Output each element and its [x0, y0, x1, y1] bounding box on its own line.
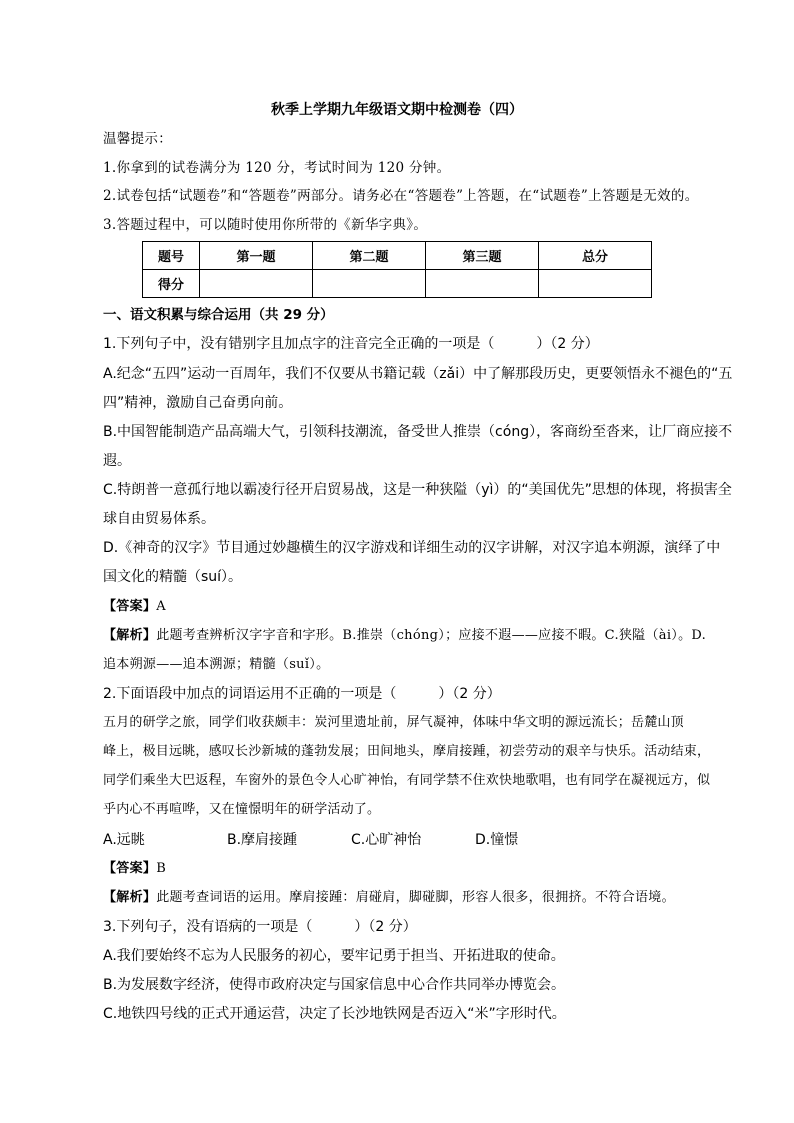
score-table-header-row — [143, 242, 652, 270]
tip-item-2: 2.试卷包括“试题卷”和“答题卷”两部分。请务必在“答题卷”上答题，在“试题卷”上答题是无效的。 — [103, 188, 699, 204]
tip-item-1: 1.你拿到的试卷满分为 120 分，考试时间为 120 分钟。 — [103, 160, 451, 176]
explanation-text: 此题考查词语的运用。摩肩接踵：肩碰肩，脚碰脚，形容人很多，很拥挤。不符合语境。 — [156, 890, 675, 905]
score-table-cell: 总分 — [539, 242, 652, 270]
score-table-cell: 第二题 — [313, 242, 426, 270]
answer-tag: 【答案】 — [103, 599, 157, 614]
explanation-tag: 【解析】 — [103, 628, 157, 643]
question-1-option-b-cont: 遐。 — [103, 453, 131, 469]
tips-heading: 温馨提示： — [103, 131, 172, 147]
score-input-cell[interactable] — [539, 270, 652, 298]
question-2-passage-line: 五月的研学之旅，同学们收获颇丰：炭河里遗址前，屏气凝神，体味中华文明的源远流长；岳麓山顶 — [103, 715, 684, 730]
page-title: 秋季上学期九年级语文期中检测卷（四） — [271, 102, 523, 118]
score-table-cell: 第三题 — [426, 242, 539, 270]
question-3-stem: 3.下列句子，没有语病的一项是（ ）（2 分） — [103, 919, 417, 935]
score-input-cell[interactable] — [426, 270, 539, 298]
question-2-option-a: A.远眺 — [103, 832, 145, 848]
question-1-option-d-cont: 国文化的精髓（suí）。 — [103, 569, 243, 585]
answer-value: B — [156, 861, 167, 876]
score-table-cell: 第一题 — [200, 242, 313, 270]
score-input-cell[interactable] — [200, 270, 313, 298]
question-2-answer — [103, 859, 723, 879]
question-1-explanation — [103, 626, 723, 646]
question-2-explanation — [103, 888, 723, 908]
question-2-stem: 2.下面语段中加点的词语运用不正确的一项是（ ）（2 分） — [103, 686, 501, 702]
question-2-passage-line: 同学们乘坐大巴返程，车窗外的景色令人心旷神怡，有同学禁不住欢快地歌唱，也有同学在凝视远方，似 — [103, 773, 711, 788]
score-table-cell: 题号 — [143, 242, 200, 270]
score-table-score-row — [143, 270, 652, 298]
question-3-option-c: C.地铁四号线的正式开通运营，决定了长沙地铁网是否迈入“米”字形时代。 — [103, 1006, 566, 1022]
answer-tag: 【答案】 — [103, 861, 157, 876]
question-2-passage-line: 峰上，极目远眺，感叹长沙新城的蓬勃发展；田间地头，摩肩接踵，初尝劳动的艰辛与快乐。活动结束， — [103, 744, 711, 759]
question-2-options — [103, 830, 723, 850]
tip-item-3: 3.答题过程中，可以随时使用你所带的《新华字典》。 — [103, 217, 428, 233]
score-input-cell[interactable] — [313, 270, 426, 298]
score-row-label: 得分 — [143, 270, 200, 298]
question-1-option-c-cont: 球自由贸易体系。 — [103, 511, 215, 527]
score-table — [142, 241, 652, 298]
question-1-stem: 1.下列句子中，没有错别字且加点字的注音完全正确的一项是（ ）（2 分） — [103, 336, 599, 352]
question-2-option-b: B.摩肩接踵 — [227, 832, 298, 848]
explanation-text: 此题考查辨析汉字字音和字形。B.推崇（chóng）；应接不遐——应接不暇。C.狭隘（ài）。D. — [156, 628, 707, 643]
question-1-option-a: A.纪念“五四”运动一百周年，我们不仅要从书籍记载（zǎi）中了解那段历史，更要领悟永不褪色的“五 — [103, 366, 733, 382]
question-1-option-d: D.《神奇的汉字》节目通过妙趣横生的汉字游戏和详细生动的汉字讲解，对汉字追本朔源，演绎了中 — [103, 540, 721, 556]
question-3-option-a: A.我们要始终不忘为人民服务的初心，要牢记勇于担当、开拓进取的使命。 — [103, 948, 565, 964]
question-1-option-b: B.中国智能制造产品高端大气，引领科技潮流，备受世人推崇（cóng），客商纷至沓来，让厂商应接不 — [103, 424, 733, 440]
question-3-option-b: B.为发展数字经济，使得市政府决定与国家信息中心合作共同举办博览会。 — [103, 977, 566, 993]
question-2-option-c: C.心旷神怡 — [351, 832, 422, 848]
question-1-option-a-cont: 四”精神，激励自己奋勇向前。 — [103, 395, 293, 411]
question-2-passage-line: 乎内心不再喧哗，又在憧憬明年的研学活动了。 — [103, 802, 381, 817]
explanation-tag: 【解析】 — [103, 890, 157, 905]
question-2-option-d: D.憧憬 — [475, 832, 519, 848]
question-1-answer — [103, 597, 723, 617]
question-1-option-c: C.特朗普一意孤行地以霸凌行径开启贸易战，这是一种狭隘（yì）的“美国优先”思想的体现，将损害全 — [103, 482, 732, 498]
section-heading: 一、语文积累与综合运用（共 29 分） — [103, 307, 334, 323]
question-1-explanation-cont: 追本朔源——追本溯源；精髓（suǐ）。 — [103, 657, 330, 672]
answer-value: A — [156, 599, 166, 614]
